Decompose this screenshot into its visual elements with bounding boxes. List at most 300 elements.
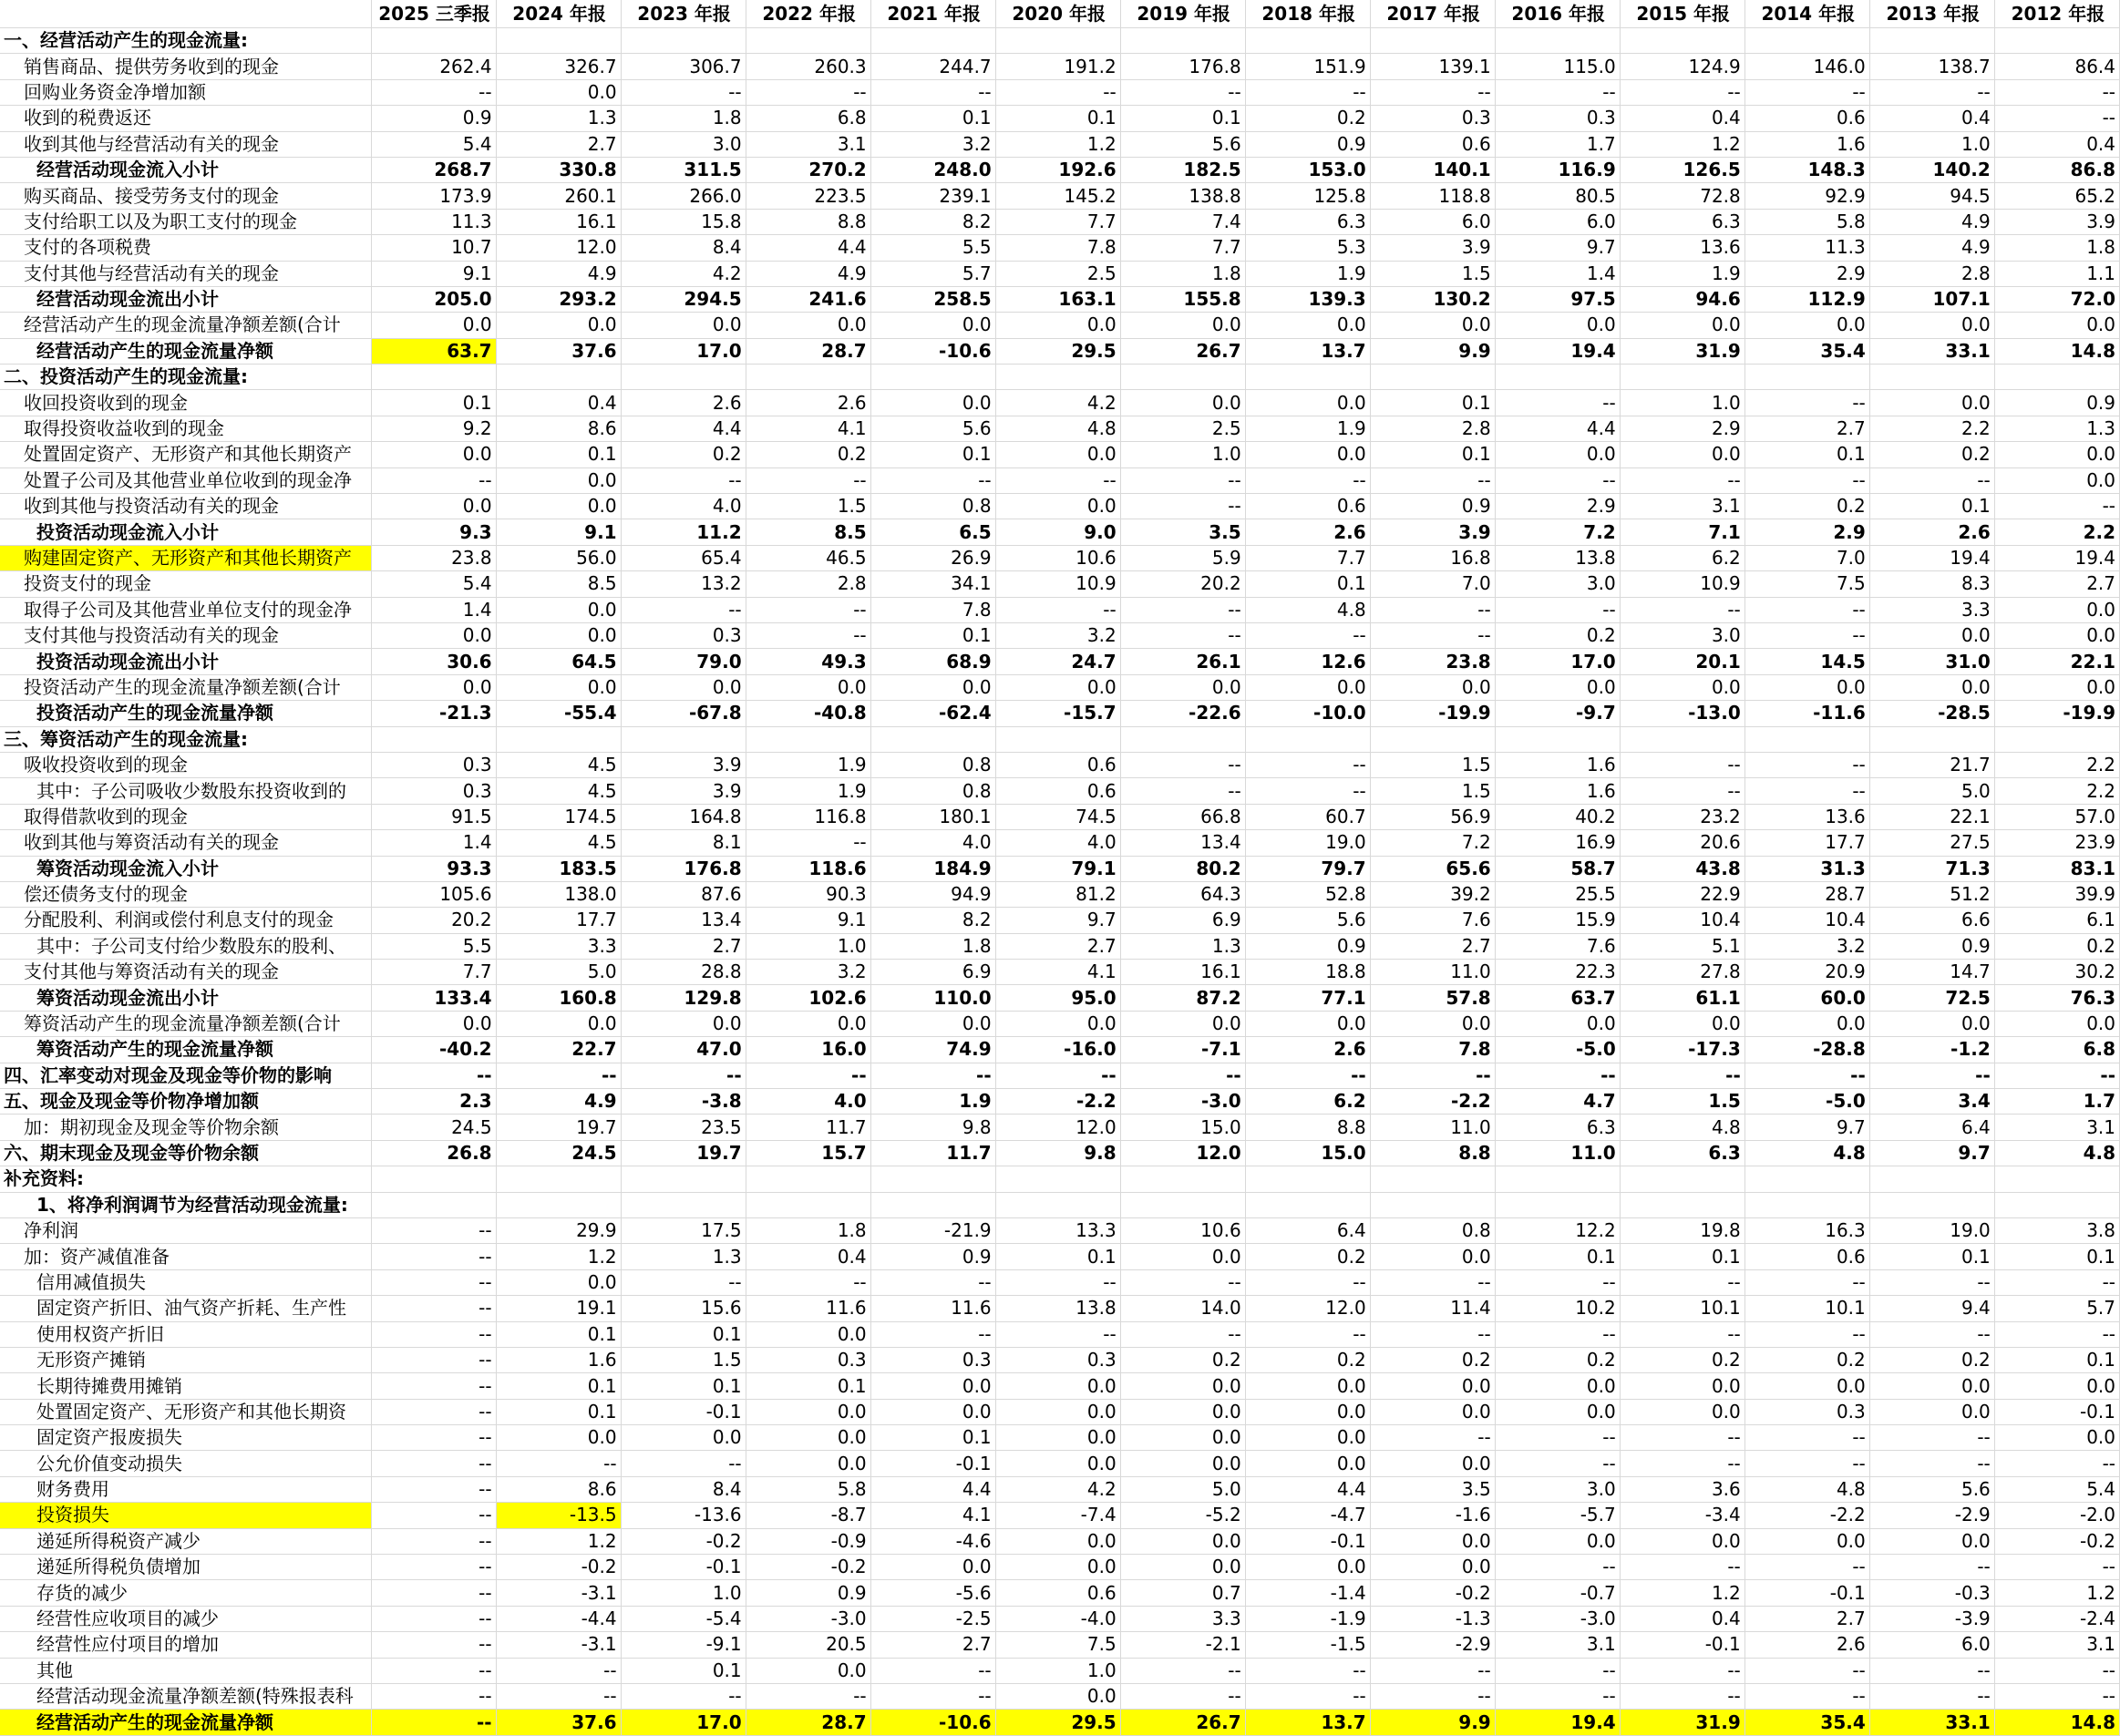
value-cell[interactable]: -- [371, 1451, 496, 1476]
value-cell[interactable] [621, 1166, 746, 1192]
value-cell[interactable]: 1.9 [870, 1089, 995, 1115]
value-cell[interactable]: 0.0 [1869, 1373, 1994, 1399]
value-cell[interactable]: 24.5 [371, 1115, 496, 1140]
value-cell[interactable]: 262.4 [371, 54, 496, 79]
value-cell[interactable]: 124.9 [1620, 54, 1744, 79]
value-cell[interactable]: -- [371, 1528, 496, 1554]
value-cell[interactable]: 7.2 [1495, 519, 1620, 545]
value-cell[interactable]: -22.6 [1120, 701, 1245, 726]
value-cell[interactable]: 11.3 [1744, 235, 1869, 261]
value-cell[interactable]: 35.4 [1744, 1710, 1869, 1735]
value-cell[interactable]: 0.0 [1120, 1555, 1245, 1580]
value-cell[interactable]: -0.3 [1869, 1580, 1994, 1606]
value-cell[interactable]: 0.6 [1744, 1244, 1869, 1269]
value-cell[interactable]: 18.8 [1245, 960, 1370, 985]
value-cell[interactable]: -7.1 [1120, 1037, 1245, 1063]
value-cell[interactable]: 4.4 [1245, 1476, 1370, 1502]
row-label[interactable]: 购建固定资产、无形资产和其他长期资产 [0, 545, 371, 570]
value-cell[interactable]: 0.0 [621, 1425, 746, 1451]
value-cell[interactable]: 3.0 [1620, 622, 1744, 648]
value-cell[interactable]: -- [1120, 1658, 1245, 1683]
value-cell[interactable]: 2.7 [870, 1632, 995, 1658]
value-cell[interactable]: 9.7 [1495, 235, 1620, 261]
value-cell[interactable]: 15.0 [1245, 1140, 1370, 1166]
row-label[interactable]: 偿还债务支付的现金 [0, 881, 371, 907]
value-cell[interactable]: 139.3 [1245, 286, 1370, 312]
value-cell[interactable]: 110.0 [870, 985, 995, 1011]
value-cell[interactable]: 20.2 [371, 908, 496, 933]
value-cell[interactable]: -0.2 [746, 1555, 870, 1580]
value-cell[interactable]: -4.7 [1245, 1503, 1370, 1528]
row-label[interactable]: 支付其他与投资活动有关的现金 [0, 622, 371, 648]
value-cell[interactable]: 163.1 [995, 286, 1120, 312]
row-label[interactable]: 净利润 [0, 1217, 371, 1243]
value-cell[interactable] [1370, 365, 1495, 390]
value-cell[interactable]: 266.0 [621, 183, 746, 209]
value-cell[interactable]: 2.6 [746, 390, 870, 416]
value-cell[interactable] [870, 28, 995, 54]
value-cell[interactable]: -19.9 [1370, 701, 1495, 726]
value-cell[interactable]: 40.2 [1495, 804, 1620, 829]
value-cell[interactable]: 2.9 [1744, 519, 1869, 545]
value-cell[interactable]: 0.0 [621, 1011, 746, 1036]
row-label[interactable]: 无形资产摊销 [0, 1347, 371, 1372]
value-cell[interactable]: 4.0 [870, 830, 995, 856]
value-cell[interactable]: 19.0 [1869, 1217, 1994, 1243]
value-cell[interactable]: 6.9 [870, 960, 995, 985]
value-cell[interactable]: -62.4 [870, 701, 995, 726]
value-cell[interactable]: -- [746, 79, 870, 105]
row-label[interactable]: 收到的税费返还 [0, 106, 371, 131]
value-cell[interactable]: 0.2 [1245, 1347, 1370, 1372]
value-cell[interactable]: -- [1869, 1658, 1994, 1683]
value-cell[interactable]: 1.4 [1495, 261, 1620, 286]
value-cell[interactable]: -1.2 [1869, 1037, 1994, 1063]
value-cell[interactable]: 20.2 [1120, 571, 1245, 597]
value-cell[interactable]: -3.1 [496, 1580, 621, 1606]
value-cell[interactable]: 0.0 [746, 1321, 870, 1347]
value-cell[interactable]: 3.6 [1620, 1476, 1744, 1502]
value-cell[interactable]: 0.6 [1245, 494, 1370, 519]
value-cell[interactable]: -4.6 [870, 1528, 995, 1554]
value-cell[interactable]: 1.5 [746, 494, 870, 519]
value-cell[interactable]: 0.0 [995, 1684, 1120, 1710]
value-cell[interactable]: 19.7 [496, 1115, 621, 1140]
value-cell[interactable]: 0.2 [1495, 1347, 1620, 1372]
value-cell[interactable]: -- [1869, 1269, 1994, 1295]
value-cell[interactable]: 0.0 [1744, 1011, 1869, 1036]
value-cell[interactable]: 1.2 [1994, 1580, 2119, 1606]
value-cell[interactable]: 94.9 [870, 881, 995, 907]
value-cell[interactable]: 31.9 [1620, 1710, 1744, 1735]
value-cell[interactable]: 0.1 [496, 1373, 621, 1399]
value-cell[interactable] [1120, 726, 1245, 752]
value-cell[interactable]: 0.0 [1370, 1528, 1495, 1554]
value-cell[interactable] [1495, 726, 1620, 752]
value-cell[interactable]: 94.6 [1620, 286, 1744, 312]
value-cell[interactable]: 63.7 [1495, 985, 1620, 1011]
value-cell[interactable]: 0.0 [1120, 1399, 1245, 1424]
value-cell[interactable]: -2.9 [1869, 1503, 1994, 1528]
value-cell[interactable]: 57.0 [1994, 804, 2119, 829]
value-cell[interactable]: -- [496, 1451, 621, 1476]
value-cell[interactable]: 1.7 [1495, 131, 1620, 157]
value-cell[interactable]: 3.1 [746, 131, 870, 157]
row-label[interactable]: 存货的减少 [0, 1580, 371, 1606]
value-cell[interactable]: -- [371, 1244, 496, 1269]
value-cell[interactable]: 4.9 [1869, 209, 1994, 234]
value-cell[interactable]: 4.9 [496, 1089, 621, 1115]
value-cell[interactable] [371, 28, 496, 54]
value-cell[interactable]: 6.0 [1370, 209, 1495, 234]
value-cell[interactable] [496, 1166, 621, 1192]
value-cell[interactable] [870, 1192, 995, 1217]
value-cell[interactable]: 65.6 [1370, 856, 1495, 881]
value-cell[interactable]: 9.8 [995, 1140, 1120, 1166]
value-cell[interactable]: 0.0 [1620, 1399, 1744, 1424]
value-cell[interactable]: 12.0 [1245, 1296, 1370, 1321]
value-cell[interactable] [496, 726, 621, 752]
value-cell[interactable]: 7.7 [1120, 235, 1245, 261]
value-cell[interactable]: 0.3 [1744, 1399, 1869, 1424]
value-cell[interactable]: -- [1620, 1658, 1744, 1683]
value-cell[interactable]: -- [1370, 1321, 1495, 1347]
value-cell[interactable]: 7.6 [1495, 933, 1620, 959]
value-cell[interactable]: -- [995, 467, 1120, 493]
value-cell[interactable]: 66.8 [1120, 804, 1245, 829]
value-cell[interactable]: 0.0 [870, 390, 995, 416]
header-label-cell[interactable] [0, 0, 371, 28]
row-label[interactable]: 销售商品、提供劳务收到的现金 [0, 54, 371, 79]
value-cell[interactable]: 0.0 [1120, 390, 1245, 416]
value-cell[interactable]: -- [870, 1063, 995, 1088]
value-cell[interactable]: -- [746, 1063, 870, 1088]
value-cell[interactable]: 9.1 [371, 261, 496, 286]
value-cell[interactable]: -2.0 [1994, 1503, 2119, 1528]
value-cell[interactable] [995, 365, 1120, 390]
value-cell[interactable]: 0.0 [1245, 390, 1370, 416]
value-cell[interactable]: 139.1 [1370, 54, 1495, 79]
value-cell[interactable]: 1.8 [746, 1217, 870, 1243]
value-cell[interactable]: -- [371, 1321, 496, 1347]
value-cell[interactable]: 5.5 [371, 933, 496, 959]
value-cell[interactable]: 118.8 [1370, 183, 1495, 209]
value-cell[interactable]: 23.2 [1620, 804, 1744, 829]
value-cell[interactable]: -- [371, 1373, 496, 1399]
row-label[interactable]: 取得借款收到的现金 [0, 804, 371, 829]
value-cell[interactable]: 4.4 [746, 235, 870, 261]
value-cell[interactable]: -3.4 [1620, 1503, 1744, 1528]
row-label[interactable]: 加：资产减值准备 [0, 1244, 371, 1269]
value-cell[interactable]: 0.0 [496, 1011, 621, 1036]
value-cell[interactable]: 19.8 [1620, 1217, 1744, 1243]
value-cell[interactable]: 51.2 [1869, 881, 1994, 907]
value-cell[interactable]: -- [746, 622, 870, 648]
value-cell[interactable]: 0.2 [1245, 1244, 1370, 1269]
value-cell[interactable]: 30.2 [1994, 960, 2119, 985]
value-cell[interactable]: 86.4 [1994, 54, 2119, 79]
value-cell[interactable]: 0.0 [496, 494, 621, 519]
value-cell[interactable]: 0.0 [995, 1399, 1120, 1424]
value-cell[interactable]: -- [746, 467, 870, 493]
value-cell[interactable]: -- [746, 830, 870, 856]
value-cell[interactable]: 4.5 [496, 830, 621, 856]
value-cell[interactable]: 0.0 [1744, 1373, 1869, 1399]
value-cell[interactable]: 10.6 [1120, 1217, 1245, 1243]
value-cell[interactable]: 22.3 [1495, 960, 1620, 985]
value-cell[interactable]: -- [1120, 597, 1245, 622]
value-cell[interactable]: 72.5 [1869, 985, 1994, 1011]
value-cell[interactable]: 1.0 [621, 1580, 746, 1606]
value-cell[interactable]: 64.5 [496, 649, 621, 674]
value-cell[interactable]: 8.8 [746, 209, 870, 234]
value-cell[interactable] [995, 726, 1120, 752]
value-cell[interactable]: -0.1 [1245, 1528, 1370, 1554]
value-cell[interactable]: 17.0 [621, 1710, 746, 1735]
value-cell[interactable]: 1.0 [995, 1658, 1120, 1683]
value-cell[interactable]: -- [496, 1684, 621, 1710]
value-cell[interactable]: 7.4 [1120, 209, 1245, 234]
value-cell[interactable]: 0.0 [995, 313, 1120, 338]
value-cell[interactable]: 3.3 [496, 933, 621, 959]
value-cell[interactable]: 326.7 [496, 54, 621, 79]
value-cell[interactable]: 10.4 [1744, 908, 1869, 933]
value-cell[interactable]: -- [371, 1658, 496, 1683]
value-cell[interactable]: 0.1 [621, 1373, 746, 1399]
value-cell[interactable]: 10.1 [1620, 1296, 1744, 1321]
value-cell[interactable]: 311.5 [621, 157, 746, 182]
value-cell[interactable]: 12.2 [1495, 1217, 1620, 1243]
value-cell[interactable] [1620, 365, 1744, 390]
column-header[interactable]: 2023 年报 [621, 0, 746, 28]
value-cell[interactable]: 14.8 [1994, 1710, 2119, 1735]
value-cell[interactable]: -- [371, 1684, 496, 1710]
value-cell[interactable]: -- [1869, 1425, 1994, 1451]
value-cell[interactable]: 20.1 [1620, 649, 1744, 674]
value-cell[interactable]: -0.2 [1994, 1528, 2119, 1554]
value-cell[interactable]: 0.0 [1620, 674, 1744, 700]
value-cell[interactable]: 3.3 [1869, 597, 1994, 622]
value-cell[interactable]: 102.6 [746, 985, 870, 1011]
value-cell[interactable]: 8.6 [496, 416, 621, 441]
value-cell[interactable]: 1.2 [1620, 131, 1744, 157]
value-cell[interactable]: -- [1994, 79, 2119, 105]
value-cell[interactable] [870, 365, 995, 390]
value-cell[interactable]: 8.8 [1245, 1115, 1370, 1140]
value-cell[interactable]: 0.3 [1495, 106, 1620, 131]
value-cell[interactable]: 2.6 [1869, 519, 1994, 545]
value-cell[interactable]: 1.2 [1620, 1580, 1744, 1606]
value-cell[interactable]: 16.8 [1370, 545, 1495, 570]
value-cell[interactable]: 24.7 [995, 649, 1120, 674]
value-cell[interactable]: 1.8 [1120, 261, 1245, 286]
value-cell[interactable] [746, 1192, 870, 1217]
value-cell[interactable]: -- [621, 597, 746, 622]
value-cell[interactable]: 29.5 [995, 338, 1120, 364]
value-cell[interactable]: 7.5 [995, 1632, 1120, 1658]
row-label[interactable]: 四、汇率变动对现金及现金等价物的影响 [0, 1063, 371, 1088]
value-cell[interactable]: -13.0 [1620, 701, 1744, 726]
value-cell[interactable]: 258.5 [870, 286, 995, 312]
value-cell[interactable]: 0.0 [995, 1011, 1120, 1036]
value-cell[interactable]: -- [621, 79, 746, 105]
row-label[interactable]: 投资活动产生的现金流量净额 [0, 701, 371, 726]
value-cell[interactable]: 4.8 [1245, 597, 1370, 622]
value-cell[interactable]: 17.7 [496, 908, 621, 933]
value-cell[interactable]: 0.0 [870, 1373, 995, 1399]
value-cell[interactable]: -- [1744, 390, 1869, 416]
value-cell[interactable]: -- [371, 1425, 496, 1451]
value-cell[interactable]: -- [746, 1684, 870, 1710]
row-label[interactable]: 投资活动产生的现金流量净额差额(合计 [0, 674, 371, 700]
value-cell[interactable]: 0.0 [870, 1011, 995, 1036]
value-cell[interactable] [870, 726, 995, 752]
value-cell[interactable]: -7.4 [995, 1503, 1120, 1528]
value-cell[interactable]: 0.0 [1370, 674, 1495, 700]
value-cell[interactable]: 8.6 [496, 1476, 621, 1502]
value-cell[interactable]: 15.7 [746, 1140, 870, 1166]
value-cell[interactable]: 140.1 [1370, 157, 1495, 182]
value-cell[interactable]: -2.5 [870, 1606, 995, 1631]
value-cell[interactable]: 2.7 [1744, 1606, 1869, 1631]
value-cell[interactable]: 5.3 [1245, 235, 1370, 261]
row-label[interactable]: 回购业务资金净增加额 [0, 79, 371, 105]
value-cell[interactable]: 30.6 [371, 649, 496, 674]
value-cell[interactable]: 76.3 [1994, 985, 2119, 1011]
value-cell[interactable]: -40.2 [371, 1037, 496, 1063]
value-cell[interactable]: 2.8 [1370, 416, 1495, 441]
value-cell[interactable]: -- [1620, 1063, 1744, 1088]
value-cell[interactable]: 5.6 [1120, 131, 1245, 157]
value-cell[interactable]: 77.1 [1245, 985, 1370, 1011]
value-cell[interactable]: -2.2 [1744, 1503, 1869, 1528]
value-cell[interactable]: 0.0 [1370, 1451, 1495, 1476]
row-label[interactable]: 二、投资活动产生的现金流量: [0, 365, 371, 390]
value-cell[interactable]: 0.0 [1495, 1528, 1620, 1554]
value-cell[interactable]: 16.0 [746, 1037, 870, 1063]
value-cell[interactable] [1620, 726, 1744, 752]
value-cell[interactable]: -- [1495, 1269, 1620, 1295]
value-cell[interactable]: 46.5 [746, 545, 870, 570]
value-cell[interactable]: 2.2 [1994, 778, 2119, 804]
value-cell[interactable]: -5.0 [1744, 1089, 1869, 1115]
value-cell[interactable]: 116.9 [1495, 157, 1620, 182]
value-cell[interactable]: 0.1 [870, 106, 995, 131]
value-cell[interactable]: 83.1 [1994, 856, 2119, 881]
value-cell[interactable]: 7.7 [1245, 545, 1370, 570]
value-cell[interactable]: 7.5 [1744, 571, 1869, 597]
value-cell[interactable]: 0.0 [1869, 1399, 1994, 1424]
value-cell[interactable]: -- [1869, 1451, 1994, 1476]
column-header[interactable]: 2018 年报 [1245, 0, 1370, 28]
value-cell[interactable]: 1.8 [621, 106, 746, 131]
value-cell[interactable]: -- [1245, 1321, 1370, 1347]
value-cell[interactable]: 0.0 [1869, 1528, 1994, 1554]
value-cell[interactable]: -- [1620, 597, 1744, 622]
value-cell[interactable]: -- [1620, 1555, 1744, 1580]
value-cell[interactable]: -- [1120, 752, 1245, 777]
value-cell[interactable]: 0.1 [1245, 571, 1370, 597]
value-cell[interactable] [1370, 28, 1495, 54]
value-cell[interactable]: 293.2 [496, 286, 621, 312]
value-cell[interactable]: 0.0 [870, 1399, 995, 1424]
value-cell[interactable]: 0.0 [1620, 1011, 1744, 1036]
value-cell[interactable]: 3.3 [1120, 1606, 1245, 1631]
value-cell[interactable]: 6.3 [1495, 1115, 1620, 1140]
value-cell[interactable]: -- [1370, 1684, 1495, 1710]
value-cell[interactable]: 15.0 [1120, 1115, 1245, 1140]
value-cell[interactable]: 13.6 [1620, 235, 1744, 261]
value-cell[interactable]: 16.9 [1495, 830, 1620, 856]
value-cell[interactable]: -- [496, 1658, 621, 1683]
value-cell[interactable]: 22.1 [1994, 649, 2119, 674]
value-cell[interactable]: 0.0 [371, 622, 496, 648]
value-cell[interactable]: -- [1495, 467, 1620, 493]
value-cell[interactable]: 148.3 [1744, 157, 1869, 182]
value-cell[interactable]: 260.3 [746, 54, 870, 79]
value-cell[interactable]: -3.0 [1120, 1089, 1245, 1115]
value-cell[interactable]: 0.1 [870, 622, 995, 648]
row-label[interactable]: 处置固定资产、无形资产和其他长期资产 [0, 442, 371, 467]
value-cell[interactable]: -- [1744, 752, 1869, 777]
value-cell[interactable]: 1.6 [1744, 131, 1869, 157]
value-cell[interactable]: 12.6 [1245, 649, 1370, 674]
value-cell[interactable]: -9.1 [621, 1632, 746, 1658]
value-cell[interactable]: -21.3 [371, 701, 496, 726]
value-cell[interactable] [1744, 1192, 1869, 1217]
value-cell[interactable]: 12.0 [995, 1115, 1120, 1140]
value-cell[interactable]: -- [371, 1217, 496, 1243]
value-cell[interactable]: 11.3 [371, 209, 496, 234]
value-cell[interactable]: -- [1744, 1269, 1869, 1295]
value-cell[interactable]: 5.4 [371, 131, 496, 157]
value-cell[interactable]: 8.2 [870, 209, 995, 234]
value-cell[interactable]: 37.6 [496, 338, 621, 364]
value-cell[interactable]: 0.0 [1245, 1373, 1370, 1399]
value-cell[interactable] [1370, 1192, 1495, 1217]
value-cell[interactable]: 133.4 [371, 985, 496, 1011]
value-cell[interactable]: 8.5 [496, 571, 621, 597]
value-cell[interactable]: 86.8 [1994, 157, 2119, 182]
value-cell[interactable]: 23.9 [1994, 830, 2119, 856]
value-cell[interactable]: -28.8 [1744, 1037, 1869, 1063]
value-cell[interactable]: 0.0 [1245, 313, 1370, 338]
value-cell[interactable]: -- [371, 1580, 496, 1606]
row-label[interactable]: 经营性应收项目的减少 [0, 1606, 371, 1631]
value-cell[interactable]: 8.4 [621, 235, 746, 261]
value-cell[interactable]: -- [1370, 1269, 1495, 1295]
value-cell[interactable]: 0.0 [1245, 674, 1370, 700]
value-cell[interactable] [1994, 365, 2119, 390]
value-cell[interactable]: 4.8 [1744, 1140, 1869, 1166]
value-cell[interactable]: 0.0 [995, 1451, 1120, 1476]
value-cell[interactable]: -- [371, 1347, 496, 1372]
value-cell[interactable]: 0.1 [371, 390, 496, 416]
value-cell[interactable]: 97.5 [1495, 286, 1620, 312]
value-cell[interactable]: 268.7 [371, 157, 496, 182]
value-cell[interactable]: 37.6 [496, 1710, 621, 1735]
row-label[interactable]: 财务费用 [0, 1476, 371, 1502]
value-cell[interactable] [1120, 28, 1245, 54]
value-cell[interactable]: 1.4 [371, 597, 496, 622]
value-cell[interactable]: -- [1744, 778, 1869, 804]
value-cell[interactable]: 0.0 [1370, 313, 1495, 338]
value-cell[interactable]: 60.0 [1744, 985, 1869, 1011]
value-cell[interactable]: 0.0 [1245, 1399, 1370, 1424]
value-cell[interactable]: -- [870, 79, 995, 105]
value-cell[interactable]: 13.7 [1245, 1710, 1370, 1735]
value-cell[interactable]: -2.9 [1370, 1632, 1495, 1658]
